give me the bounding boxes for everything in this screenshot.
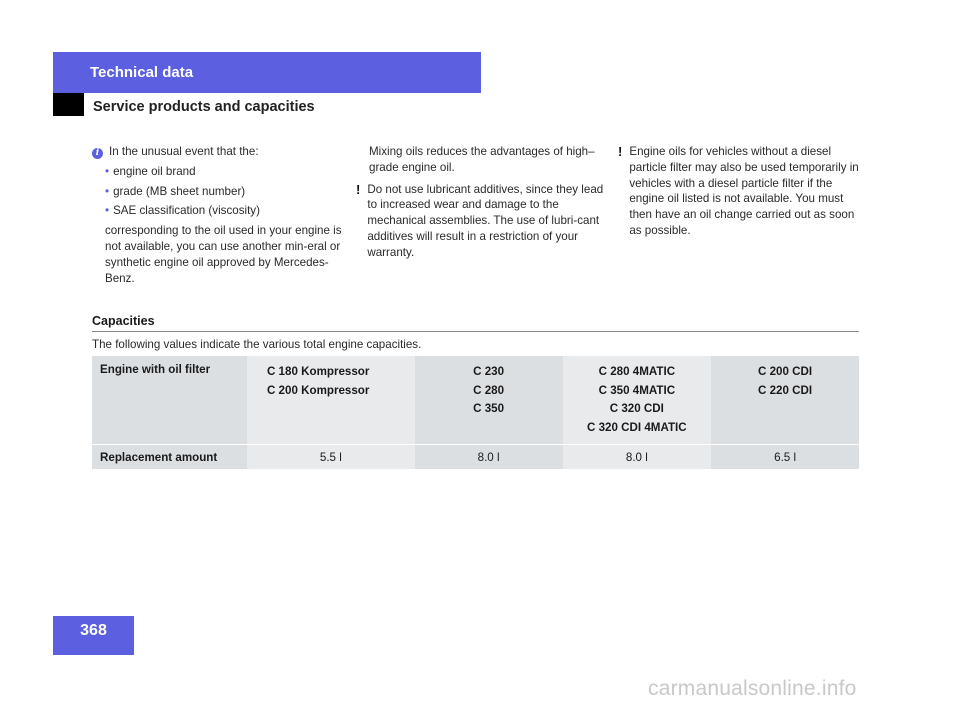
info-icon: i	[92, 148, 103, 159]
amount-label: Replacement amount	[92, 445, 247, 470]
table-row	[92, 356, 859, 445]
header-marker	[53, 93, 84, 116]
diesel-column	[618, 144, 862, 239]
page-number: 368	[80, 622, 107, 639]
amount-cell: 8.0 l	[415, 445, 563, 470]
amount-cell: 8.0 l	[563, 445, 712, 470]
warning-icon: !	[618, 144, 623, 159]
table-row	[92, 445, 859, 470]
subsection-title: Service products and capacities	[93, 99, 315, 115]
mixing-column	[356, 144, 604, 261]
mixing-text: Mixing oils reduces the advantages of high–grade engine oil.	[369, 145, 595, 174]
engine-cell: C 200 CDI C 220 CDI	[711, 356, 859, 445]
list-item: • grade (MB sheet number)	[105, 184, 246, 198]
amount-cell: 5.5 l	[247, 445, 415, 470]
info-column	[92, 144, 342, 286]
list-item: • SAE classification (viscosity)	[105, 204, 260, 218]
capacities-intro: The following values indicate the various total engine capacities.	[92, 338, 422, 351]
watermark: carmanualsonline.info	[648, 677, 857, 700]
additives-warning: Do not use lubricant additives, since they lead to increased wear and damage to the mechanical assemblies. The use of lubri-cant additives will result in a restriction of your warranty.	[367, 182, 604, 259]
info-intro: In the unusual event that the:	[109, 145, 259, 158]
heading-divider	[92, 331, 859, 332]
amount-cell: 6.5 l	[711, 445, 859, 470]
engine-cell: C 180 Kompressor C 200 Kompressor	[247, 356, 415, 445]
capacities-heading: Capacities	[92, 314, 155, 328]
diesel-warning: Engine oils for vehicles without a diesel particle filter may also be used temporarily in vehicles with a diesel particle filter if the engine oil listed is not available. You must then have an oil change carried out as soon as possible.	[629, 145, 859, 237]
engine-cell: C 280 4MATIC C 350 4MATIC C 320 CDI C 320 CDI 4MATIC	[563, 356, 712, 445]
section-title: Technical data	[90, 64, 194, 81]
capacities-table	[92, 356, 859, 470]
row-header: Engine with oil filter	[92, 356, 247, 445]
list-item: • engine oil brand	[105, 164, 196, 178]
engine-cell: C 230 C 280 C 350	[415, 356, 563, 445]
warning-icon: !	[356, 181, 361, 197]
info-body: corresponding to the oil used in your engine is not available, you can use another min-eral or synthetic engine oil approved by Mercedes-Benz.	[105, 224, 342, 285]
